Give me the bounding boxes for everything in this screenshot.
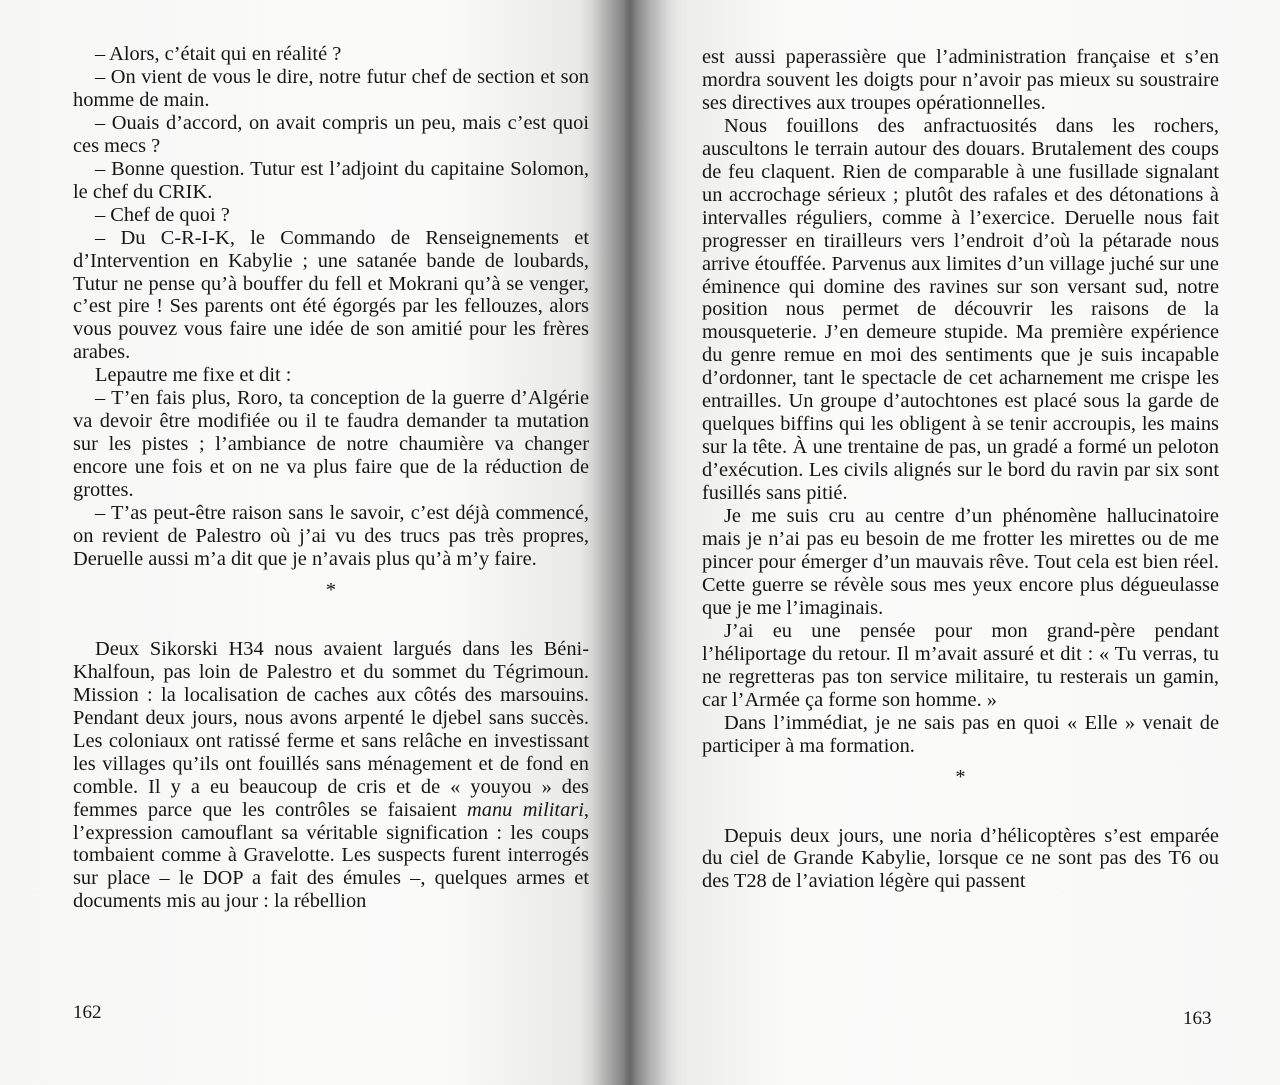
- paragraph: est aussi paperassière que l’administration française et s’en mordra souvent les doigts pour n’avoir pas mieux su soustraire ses directives aux troupes opérationnelles.: [702, 46, 1219, 114]
- paragraph: [73, 638, 589, 913]
- paragraph: Lepautre me fixe et dit :: [95, 364, 292, 387]
- paragraph: – Alors, c’était qui en réalité ?: [95, 43, 342, 65]
- paragraph: – T’as peut-être raison sans le savoir, c’est déjà commencé, on revient de Palestro où j’ai vu des trucs pas très propres, Deruelle aussi m’a dit que je n’avais plus qu’à m’y faire.: [73, 502, 589, 570]
- paragraph: – On vient de vous le dire, notre futur chef de section et son homme de main.: [73, 65, 589, 111]
- page-number: 163: [1183, 1008, 1212, 1029]
- paragraph: Je me suis cru au centre d’un phénomène hallucinatoire mais je n’ai pas eu besoin de me frotter les mirettes ou de me pincer pour émerger d’un mauvais rêve. Tout cela est bien réel. Cette guerre se révèle sous mes yeux encore plus dégueulasse que je me l’imaginais.: [702, 505, 1219, 619]
- right-page-text: [702, 46, 1219, 893]
- left-page: [0, 0, 630, 1085]
- section-separator: *: [325, 578, 337, 601]
- italic-phrase: manu militari: [467, 798, 584, 821]
- paragraph: – Ouais d’accord, on avait compris un peu, mais c’est quoi ces mecs ?: [73, 111, 589, 157]
- paragraph-text: , l’expression camouflant sa véritable signification : les coups tombaient comme à Gravelotte. Les suspects furent interrogés sur place – le DOP a fait des émules –, quelques armes et documents mis au jour : la rébellion: [73, 798, 590, 913]
- paragraph: – Du C-R-I-K, le Commando de Renseignements et d’Intervention en Kabylie ; une satanée bande de loubards, Tutur ne pense qu’à bouffer du fell et Mokrani qu’à se venger, c’est pire ! Ses parents ont été égorgés par les fellouzes, alors vous pouvez vous faire une idée de son amitié pour les frères arabes.: [73, 226, 589, 364]
- paragraph: Depuis deux jours, une noria d’hélicoptères s’est emparée du ciel de Grande Kabylie, lorsque ce ne sont pas des T6 ou des T28 de l’aviation légère qui passent: [702, 824, 1219, 893]
- book-gutter: [592, 0, 668, 1085]
- section-separator: *: [955, 765, 966, 788]
- page-number: 162: [73, 1002, 102, 1023]
- paragraph: – T’en fais plus, Roro, ta conception de la guerre d’Algérie va devoir être modifiée ou il te faudra demander ta mutation sur les pistes ; l’ambiance de notre chaumière va changer encore une fois et on ne va plus faire que de la réduction de grottes.: [73, 387, 589, 502]
- paragraph: – Bonne question. Tutur est l’adjoint du capitaine Solomon, le chef du CRIK.: [73, 157, 589, 203]
- paragraph: Dans l’immédiat, je ne sais pas en quoi « Elle » venait de participer à ma formation.: [702, 711, 1219, 757]
- paragraph: – Chef de quoi ?: [95, 203, 230, 226]
- paragraph-text: Deux Sikorski H34 nous avaient largués dans les Béni-Khalfoun, pas loin de Palestro et du sommet du Tégrimoun. Mission : la localisation de caches aux côtés des marsouins. Pendant deux jours, nous avons arpenté le djebel sans succès. Les coloniaux ont ratissé ferme et sans relâche en investissant les villages qu’ils ont fouillés sans ménagement et de fond en comble. Il y a eu beaucoup de cris et de « youyou » des femmes parce que les contrôles se faisaient: [73, 637, 589, 821]
- paragraph: Nous fouillons des anfractuosités dans les rochers, auscultons le terrain autour des douars. Brutalement des coups de feu claquent. Rien de comparable à une fusillade signalant un accrochage sérieux ; plutôt des rafales et des détonations à intervalles réguliers, comme à l’exercice. Deruelle nous fait progresser en tirailleurs vers l’endroit d’où la pétarade nous arrive étouffée. Parvenus aux limites d’un village juché sur une éminence qui domine des ravines sur son versant sud, notre position nous permet de découvrir les raisons de la mousqueterie. J’en demeure stupide. Ma première expérience du genre remue en moi des sentiments que je suis incapable d’ordonner, tant le spectacle de cet acharnement me crispe les entrailles. Un groupe d’autochtones est placé sous la garde de quelques biffins qui les obligent à se tenir accroupis, les mains sur la tête. À une trentaine de pas, un gradé a formé un peloton d’exécution. Les civils alignés sur le bord du ravin par six sont fusillés sans pitié.: [702, 114, 1219, 505]
- left-page-text: [73, 43, 589, 913]
- paragraph: J’ai eu une pensée pour mon grand-père pendant l’héliportage du retour. Il m’avait assuré et dit : « Tu verras, tu ne regretteras pas ton service militaire, tu resterais un gamin, car l’Armée ça forme son homme. »: [702, 619, 1219, 711]
